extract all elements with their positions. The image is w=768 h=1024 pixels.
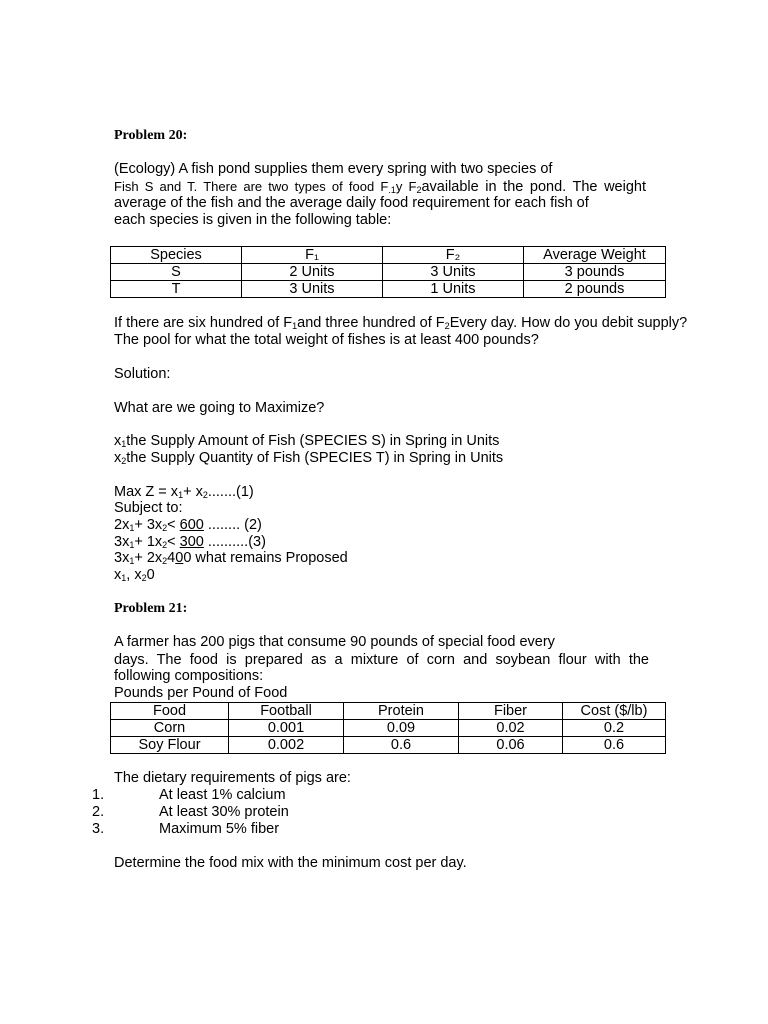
- col-header-protein: Protein: [344, 703, 459, 720]
- table-cell: 0.09: [344, 720, 459, 737]
- col-header-species: Species: [111, 247, 242, 264]
- p21-intro-line-3: following compositions:: [114, 668, 264, 684]
- table-cell: 3 Units: [383, 264, 524, 281]
- col-header-football: Football: [229, 703, 344, 720]
- list-item: [0, 804, 768, 822]
- table-cell: Corn: [111, 720, 229, 737]
- table-cell: 3 pounds: [524, 264, 666, 281]
- p20-question-line-2: The pool for what the total weight of fishes is at least 400 pounds?: [114, 332, 539, 348]
- list-number: 1.: [92, 787, 105, 803]
- solution-label: Solution:: [114, 366, 171, 382]
- objective-function: Max $Z = x_1+ x_2.......(1)$: [114, 484, 254, 500]
- col-header-cost: Cost ($/lb): [563, 703, 666, 720]
- col-header-food: Food: [111, 703, 229, 720]
- constraint-3: $3x_1+ 1x_2< 300$ ..........(3): [114, 534, 266, 550]
- p21-intro-line-2: days. The food is prepared as a mixture of corn and soybean flour with the: [114, 652, 649, 668]
- requirements-intro: The dietary requirements of pigs are:: [114, 770, 351, 786]
- problem-21-heading: Problem 21:: [114, 601, 188, 616]
- p20-question-line-1: If there are six hundred of $F_1and$ three hundred of $F_2Every$ day. How do you debit supply?: [114, 315, 688, 331]
- table-row: [111, 737, 666, 754]
- table-cell: 2 Units: [242, 264, 383, 281]
- p20-intro-line-4: each species is given in the following table:: [114, 212, 392, 228]
- table-cell: Soy Flour: [111, 737, 229, 754]
- constraint-2: $2x_1+ 3x_2< 600$ ........ (2): [114, 517, 262, 533]
- list-number: 2.: [92, 804, 105, 820]
- table-header-row: [111, 247, 666, 264]
- col-header-f2: F₂: [383, 247, 524, 264]
- fish-food-table: [110, 246, 666, 298]
- non-negativity: $x_1$, $x_20$: [114, 567, 155, 583]
- p21-intro-line-1: A farmer has 200 pigs that consume 90 pounds of special food every: [114, 634, 555, 650]
- table-cell: 0.001: [229, 720, 344, 737]
- table-caption: Pounds per Pound of Food: [114, 685, 288, 701]
- closing-question: Determine the food mix with the minimum cost per day.: [114, 855, 467, 871]
- col-header-fiber: Fiber: [459, 703, 563, 720]
- table-cell: 2 pounds: [524, 281, 666, 298]
- p20-intro-line-2: Fish S and T. There are two types of food $F_{.1}y$ $F_2available$ in the pond. The weight: [114, 179, 646, 195]
- table-cell: 0.6: [344, 737, 459, 754]
- table-cell: 0.6: [563, 737, 666, 754]
- list-text: At least 1% calcium: [159, 787, 286, 803]
- list-item: [0, 821, 768, 839]
- constraint-weight: $3x_1+ 2x_2400$ what remains Proposed: [114, 550, 348, 566]
- table-cell: 1 Units: [383, 281, 524, 298]
- maximize-question: What are we going to Maximize?: [114, 400, 325, 416]
- food-composition-table: [110, 702, 666, 754]
- table-cell: 0.02: [459, 720, 563, 737]
- list-item: [0, 787, 768, 805]
- table-cell: T: [111, 281, 242, 298]
- table-row: [111, 720, 666, 737]
- table-cell: 0.06: [459, 737, 563, 754]
- table-cell: S: [111, 264, 242, 281]
- col-header-f1: F₁: [242, 247, 383, 264]
- table-cell: 0.002: [229, 737, 344, 754]
- table-cell: 3 Units: [242, 281, 383, 298]
- table-header-row: [111, 703, 666, 720]
- table-cell: 0.2: [563, 720, 666, 737]
- subject-to-label: Subject to:: [114, 500, 183, 516]
- table-row: [111, 281, 666, 298]
- variable-x2-definition: $x_2the$ Supply Quantity of Fish (SPECIES T) in Spring in Units: [114, 450, 504, 466]
- table-row: [111, 264, 666, 281]
- list-number: 3.: [92, 821, 105, 837]
- variable-x1-definition: $x_1the$ Supply Amount of Fish (SPECIES S) in Spring in Units: [114, 433, 500, 449]
- problem-20-heading: Problem 20:: [114, 128, 188, 143]
- p20-intro-line-1: (Ecology) A fish pond supplies them every spring with two species of: [114, 161, 553, 177]
- list-text: At least 30% protein: [159, 804, 289, 820]
- col-header-average-weight: Average Weight: [524, 247, 666, 264]
- p20-intro-line-3: average of the fish and the average daily food requirement for each fish of: [114, 195, 589, 211]
- list-text: Maximum 5% fiber: [159, 821, 280, 837]
